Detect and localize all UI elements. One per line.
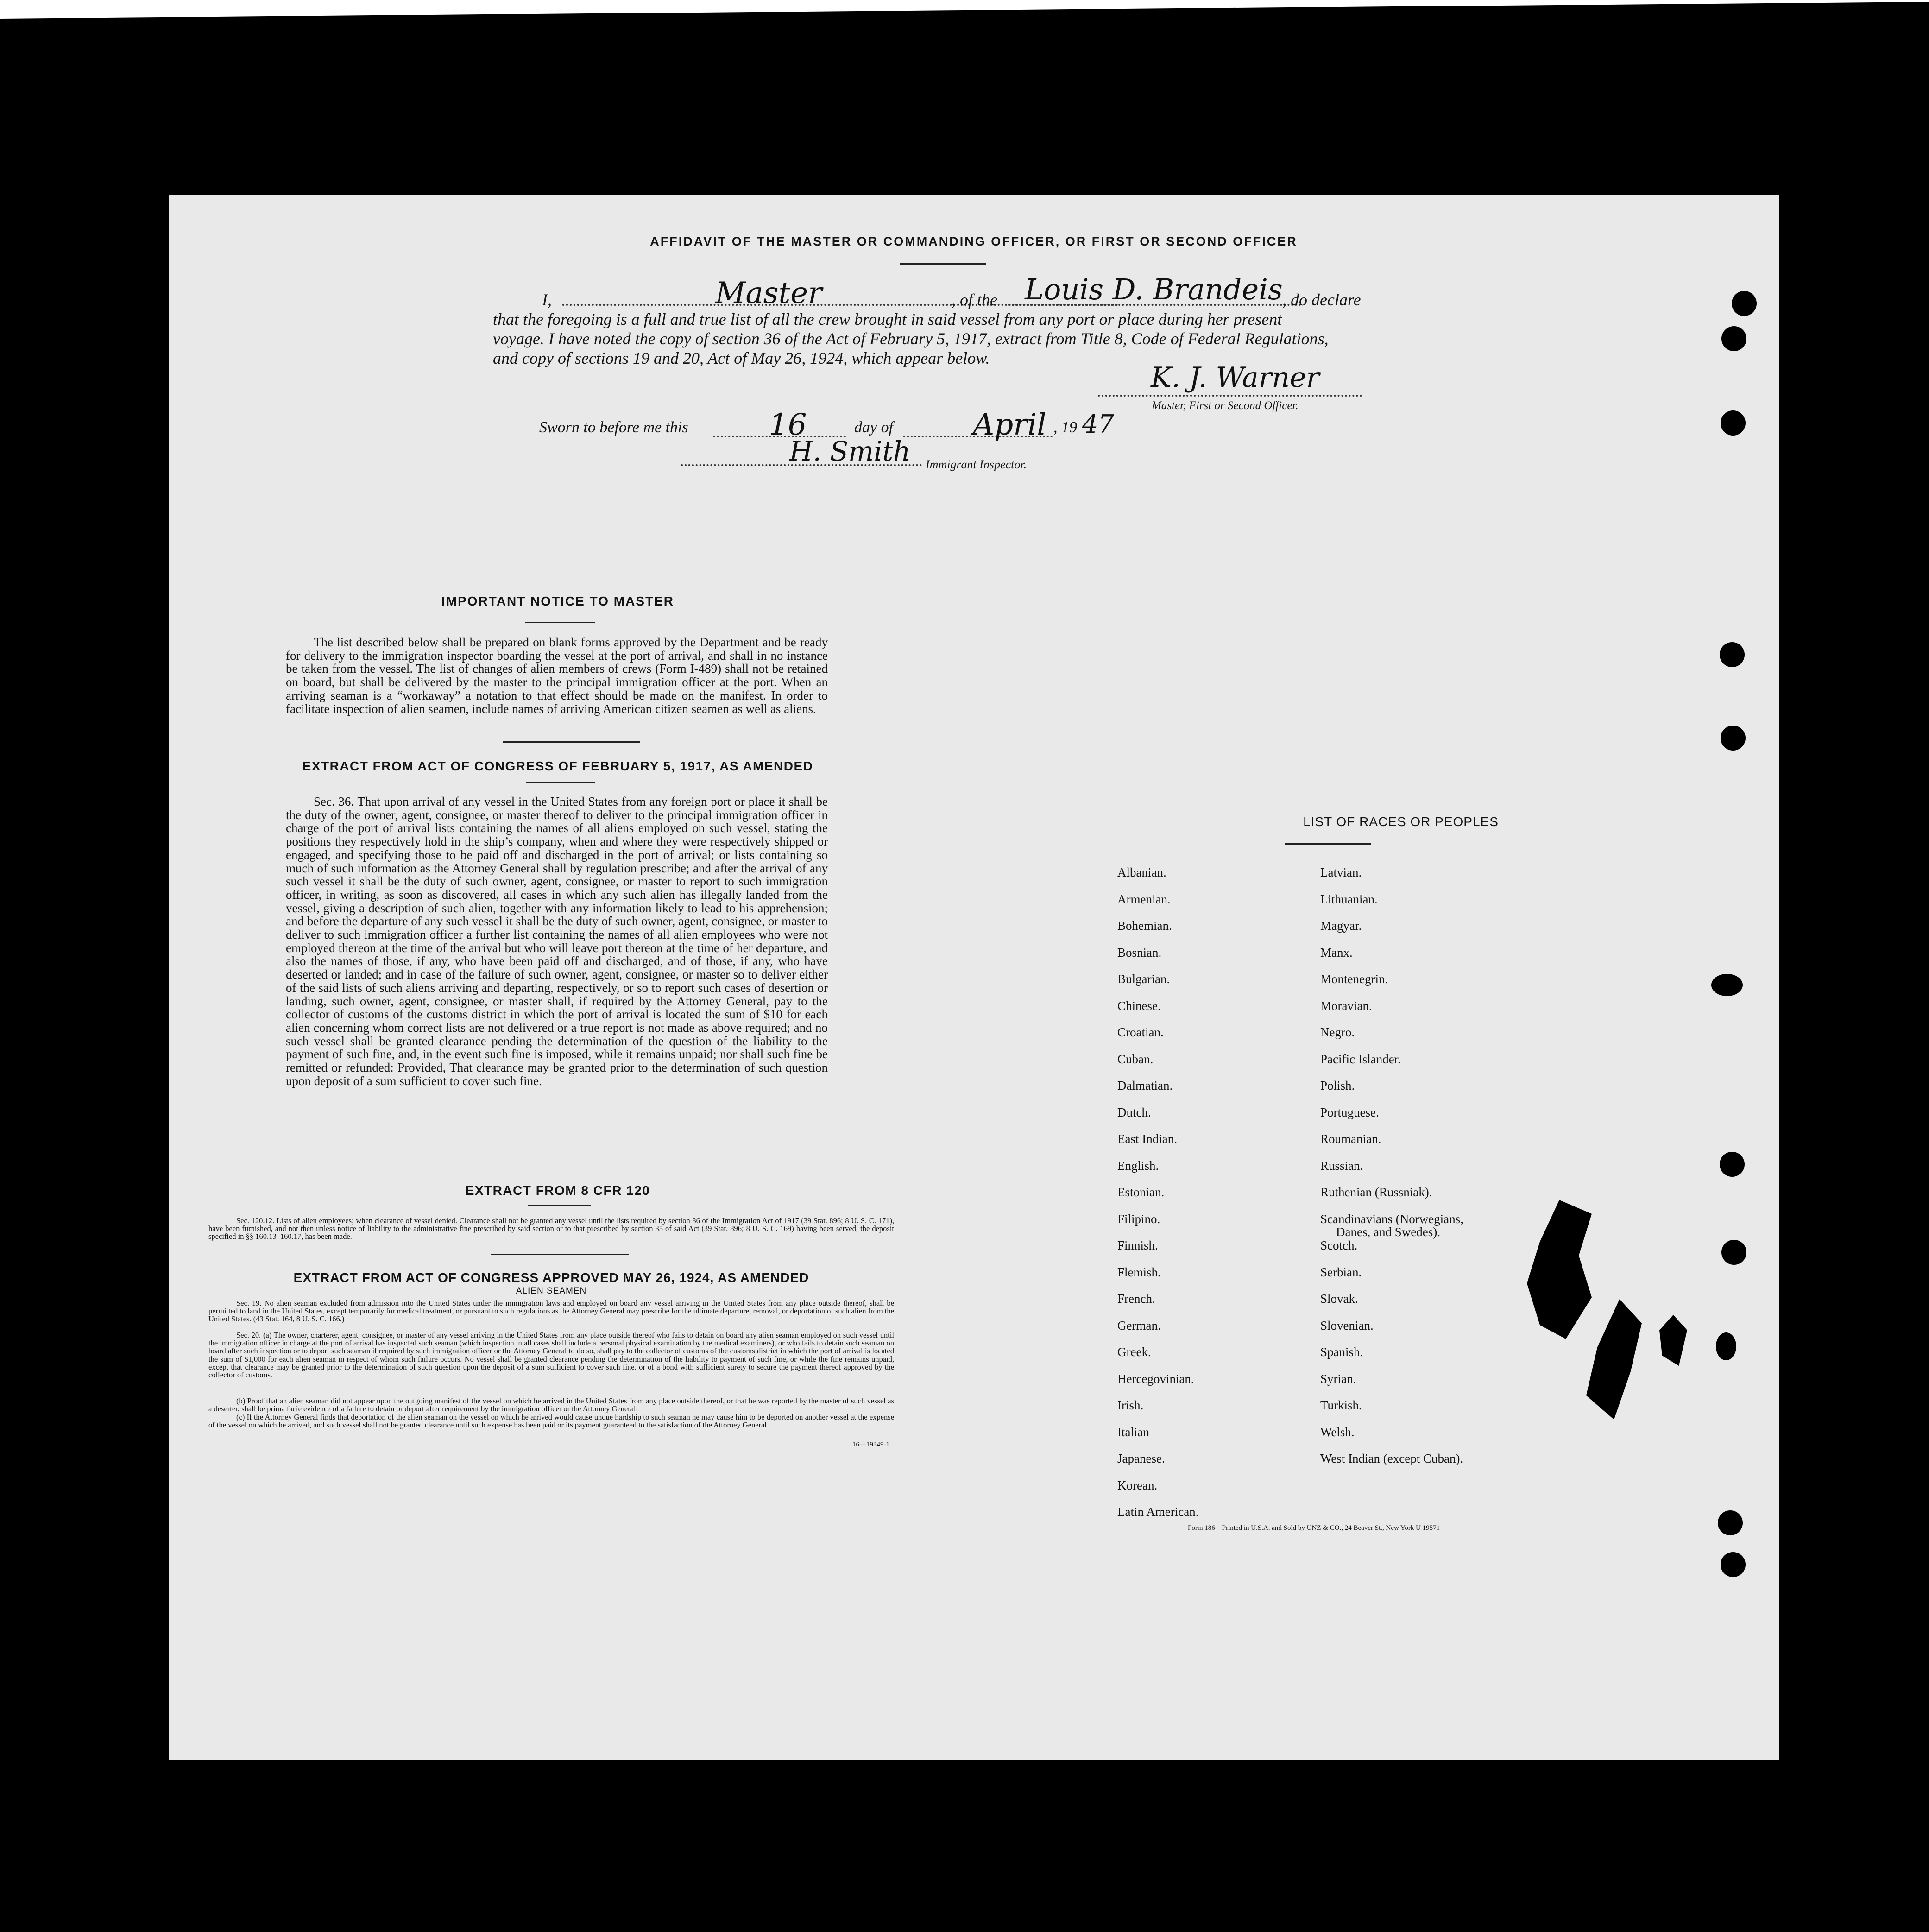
notice-heading: IMPORTANT NOTICE TO MASTER — [441, 594, 675, 608]
notice-divider — [503, 741, 640, 743]
race-item: Cuban. — [1117, 1052, 1154, 1066]
race-item: Flemish. — [1117, 1265, 1161, 1279]
race-item: Croatian. — [1117, 1025, 1164, 1039]
race-item: Ruthenian (Russniak). — [1320, 1185, 1432, 1199]
race-item: Irish. — [1117, 1398, 1144, 1412]
sec-19-text: Sec. 19. No alien seaman excluded from admission into the United States under the immigration laws and employed on board any vessel arriving in the United States from any place outside thereof, shall be permitted to land in the United States, except temporarily for medical treatment, or pursuant to such regulations as the Attorney General may prescribe for the ultimate departure, removal, or deportation of such alien from the United States. (43 Stat. 164, 8 U. S. C. 166.) — [208, 1299, 894, 1324]
race-item: Estonian. — [1117, 1185, 1165, 1199]
inspector-caption: Immigrant Inspector. — [926, 458, 1027, 471]
affidavit-line-3: voyage. I have noted the copy of section 36 of the Act of February 5, 1917, extract from Title 8, Code of Federal Regulations, — [493, 329, 1329, 348]
torn-paper-blot — [1586, 1299, 1642, 1420]
race-item: Japanese. — [1117, 1452, 1165, 1465]
film-edge-line — [0, 0, 1929, 19]
race-item: Albanian. — [1117, 865, 1166, 879]
race-item: Dutch. — [1117, 1105, 1151, 1119]
race-item: Finnish. — [1117, 1238, 1158, 1252]
race-item: English. — [1117, 1158, 1159, 1173]
race-item: Pacific Islander. — [1320, 1052, 1401, 1066]
notice-text: The list described below shall be prepared on blank forms approved by the Department and be ready for delivery to the immigration inspector boarding the vessel at the port of arrival, and shall in no instance be taken from the vessel. The list of changes of alien members of crews (Form I-489) shall not be retained on board, but shall be delivered by the master to the principal immigration officer at the port. When an arriving seaman is a “workaway” a notation to that effect should be made on the manifest. In order to facilitate inspection of alien seamen, include names of arriving American citizen seamen as well as aliens. — [286, 635, 828, 716]
vessel-handwritten: Louis D. Brandeis — [1025, 272, 1283, 306]
race-item: Negro. — [1320, 1025, 1355, 1039]
punch-hole — [1721, 726, 1746, 751]
race-item: Latin American. — [1117, 1505, 1199, 1519]
notice-underline — [525, 622, 595, 623]
day-handwritten: 16 — [769, 408, 807, 442]
cfr-divider — [491, 1254, 629, 1255]
punch-hole — [1716, 1332, 1736, 1360]
races-heading: LIST OF RACES OR PEOPLES — [1303, 814, 1499, 829]
punch-hole — [1721, 1552, 1746, 1577]
race-item: West Indian (except Cuban). — [1320, 1452, 1463, 1465]
punch-hole — [1720, 1152, 1745, 1177]
race-item: Korean. — [1117, 1478, 1158, 1492]
affidavit-line-2: that the foregoing is a full and true list of all the crew brought in said vessel from any port or place during her present — [493, 310, 1282, 328]
signature-caption: Master, First or Second Officer. — [1152, 399, 1299, 412]
race-item: Dalmatian. — [1117, 1079, 1173, 1092]
race-item: Bosnian. — [1117, 945, 1162, 960]
affidavit-i-label: I, — [542, 290, 552, 309]
form-footer: Form 186—Printed in U.S.A. and Sold by UNZ & CO., 24 Beaver St., New York U 19571 — [1188, 1524, 1440, 1532]
race-item: Moravian. — [1320, 998, 1372, 1013]
race-item: German. — [1117, 1318, 1161, 1332]
year-handwritten: 47 — [1082, 410, 1114, 439]
race-item: Filipino. — [1117, 1212, 1160, 1226]
race-item: Slovenian. — [1320, 1318, 1374, 1332]
punch-hole — [1718, 1510, 1743, 1535]
of-the-label: , of the — [952, 290, 997, 309]
race-item: Italian — [1117, 1425, 1149, 1439]
punch-hole — [1721, 1240, 1746, 1265]
sec-20c-text: (c) If the Attorney General finds that deportation of the alien seaman on the vessel on which he arrived would cause undue hardship to such seaman he may cause him to be deported on another vessel at the expense of the vessel on which he arrived, and such vessel shall not be granted clearance until such expense has been paid or its payment guaranteed to the satisfaction of the Attorney General. — [208, 1413, 894, 1430]
extract-1917-underline — [526, 782, 595, 783]
race-item: Syrian. — [1320, 1371, 1356, 1386]
race-item: Russian. — [1320, 1158, 1363, 1173]
extract-1917-heading: EXTRACT FROM ACT OF CONGRESS OF FEBRUARY 5, 1917, AS AMENDED — [302, 759, 813, 773]
race-item: Armenian. — [1117, 892, 1171, 906]
race-item: Manx. — [1320, 945, 1353, 960]
race-item: French. — [1117, 1292, 1155, 1306]
affidavit-title: AFFIDAVIT OF THE MASTER OR COMMANDING OFFICER, OR FIRST OR SECOND OFFICER — [650, 234, 1298, 248]
extract-1924-heading: EXTRACT FROM ACT OF CONGRESS APPROVED MAY 26, 1924, AS AMENDED — [293, 1270, 809, 1285]
torn-paper-blot — [1659, 1315, 1687, 1366]
race-item: Danes, and Swedes). — [1336, 1225, 1440, 1239]
race-item: Scotch. — [1320, 1238, 1358, 1252]
alien-seamen-subheading: ALIEN SEAMEN — [516, 1286, 587, 1296]
race-item: Serbian. — [1320, 1265, 1362, 1279]
year-prefix: , 19 — [1053, 419, 1077, 436]
punch-hole — [1732, 291, 1757, 316]
inspector-signature: H. Smith — [789, 436, 911, 467]
punch-hole — [1720, 642, 1745, 667]
affidavit-line-4: and copy of sections 19 and 20, Act of May 26, 1924, which appear below. — [493, 349, 990, 367]
day-of-label: day of — [854, 419, 894, 436]
race-item: Welsh. — [1320, 1425, 1355, 1439]
title-underline — [900, 263, 986, 265]
master-signature: K. J. Warner — [1151, 361, 1320, 394]
month-handwritten: April — [973, 408, 1046, 442]
race-item: Slovak. — [1320, 1292, 1358, 1306]
race-item: Hercegovinian. — [1117, 1371, 1194, 1386]
form-code: 16—19349-1 — [852, 1441, 889, 1448]
document-page — [169, 195, 1779, 1760]
punch-hole — [1711, 974, 1743, 996]
race-item: Roumanian. — [1320, 1132, 1381, 1146]
extract-cfr-text: Sec. 120.12. Lists of alien employees; when clearance of vessel denied. Clearance shall not be granted any vessel until the lists required by section 36 of the Immigration Act of 1917 (39 Stat. 896; 8 U. S. C. 171), have been furnished, and not then unless notice of liability to the administrative fine prescribed by said section or to that prescribed by section 35 of said Act (39 Stat. 896; 8 U. S. C. 169) having been served, the deposit specified in §§ 160.13–160.17, has been made. — [208, 1216, 894, 1241]
extract-cfr-underline — [528, 1205, 591, 1206]
torn-paper-blot — [1527, 1200, 1592, 1339]
sworn-label: Sworn to before me this — [539, 419, 688, 436]
punch-hole — [1721, 410, 1746, 436]
race-item: Greek. — [1117, 1345, 1151, 1359]
race-item: Bulgarian. — [1117, 972, 1170, 986]
punch-hole — [1721, 326, 1746, 351]
race-item: Polish. — [1320, 1079, 1355, 1092]
race-item: Latvian. — [1320, 865, 1362, 879]
sec-20a-text: Sec. 20. (a) The owner, charterer, agent, consignee, or master of any vessel arriving in the United States from any place outside thereof who fails to detain on board any alien seaman employed on such vessel until the immigration officer in charge at the port of arrival has inspected such seaman (which inspection in all cases shall include a personal physical examination by the medical examiners), or who fails to detain such seaman on board after such inspection or to deport such seaman if required by such immigration officer or the Attorney General to do so, shall pay to the collector of customs of the customs district in which the port of arrival is located the sum of $1,000 for each alien seaman in respect of whom such failure occurs. No vessel shall be granted clearance pending the determination of the liability to payment of such fine, or while the fine remains unpaid, except that clearance may be granted prior to the determination of such question upon the deposit of a sum sufficient to cover such fine, or of a bond with sufficient surety to secure the payment thereof approved by the collector of customs. — [208, 1331, 894, 1380]
race-item: Turkish. — [1320, 1398, 1362, 1412]
race-item: Montenegrin. — [1320, 972, 1388, 986]
races-underline — [1285, 843, 1371, 845]
race-item: Bohemian. — [1117, 919, 1172, 933]
master-handwritten: Master — [715, 276, 822, 310]
extract-cfr-heading: EXTRACT FROM 8 CFR 120 — [465, 1183, 650, 1198]
race-item: Chinese. — [1117, 998, 1161, 1013]
race-item: East Indian. — [1117, 1132, 1177, 1146]
race-item: Portuguese. — [1320, 1105, 1379, 1119]
race-item: Magyar. — [1320, 919, 1362, 933]
extract-1917-text: Sec. 36. That upon arrival of any vessel in the United States from any foreign port or place it shall be the duty of the owner, agent, consignee, or master thereof to deliver to the principal immigration officer in charge of the port of arrival lists containing the names of all aliens employed on such vessel, stating the positions they respectively hold in the ship’s company, when and where they were respectively shipped or engaged, and specifying those to be paid off and discharged in the port of arrival; or lists containing so much of such information as the Attorney General shall by regulation prescribe; and after the arrival of any such vessel it shall be the duty of such owner, agent, consignee, or master to report to such immigration officer, in writing, as soon as discovered, all cases in which any such alien has illegally landed from the vessel, giving a description of such alien, together with any information likely to lead to his apprehension; and before the departure of any such vessel it shall be the duty of such owner, agent, consignee, or master to deliver to such immigration officer a further list containing the names of all alien employees who were not employed thereon at the time of the arrival but who will leave port thereon at the time of her departure, and also the names of those, if any, who have been paid off and discharged, and of those, if any, who have deserted or landed; and in case of the failure of such owner, agent, consignee, or master so to deliver either of the said lists of such aliens arriving and departing, respectively, or so to report such cases of desertion or landing, such owner, agent, consignee, or master shall, if required by the Attorney General, pay to the collector of customs of the customs district in which the port of arrival is located the sum of $10 for each alien concerning whom correct lists are not delivered or a true report is not made as above required; and no such vessel shall be granted clearance pending the determination of the question of the liability to the payment of such fine, and, in the event such fine is imposed, while it remains unpaid; nor shall such fine be remitted or refunded: Provided, That clearance may be granted prior to the determination of such question upon deposit of a sum sufficient to cover such fine. — [286, 795, 828, 1088]
race-item: Scandinavians (Norwegians, — [1320, 1212, 1463, 1226]
sec-20b-text: (b) Proof that an alien seaman did not appear upon the outgoing manifest of the vessel on which he arrived in the United States from any place outside thereof, or that he was reported by the master of such vessel as a deserter, shall be prima facie evidence of a failure to detain or deport after requirement by the immigration officer or the Attorney General. — [208, 1396, 894, 1414]
do-declare-label: , do declare — [1282, 290, 1361, 309]
race-item: Spanish. — [1320, 1345, 1363, 1359]
signature-line — [1098, 395, 1362, 397]
race-item: Lithuanian. — [1320, 892, 1378, 906]
